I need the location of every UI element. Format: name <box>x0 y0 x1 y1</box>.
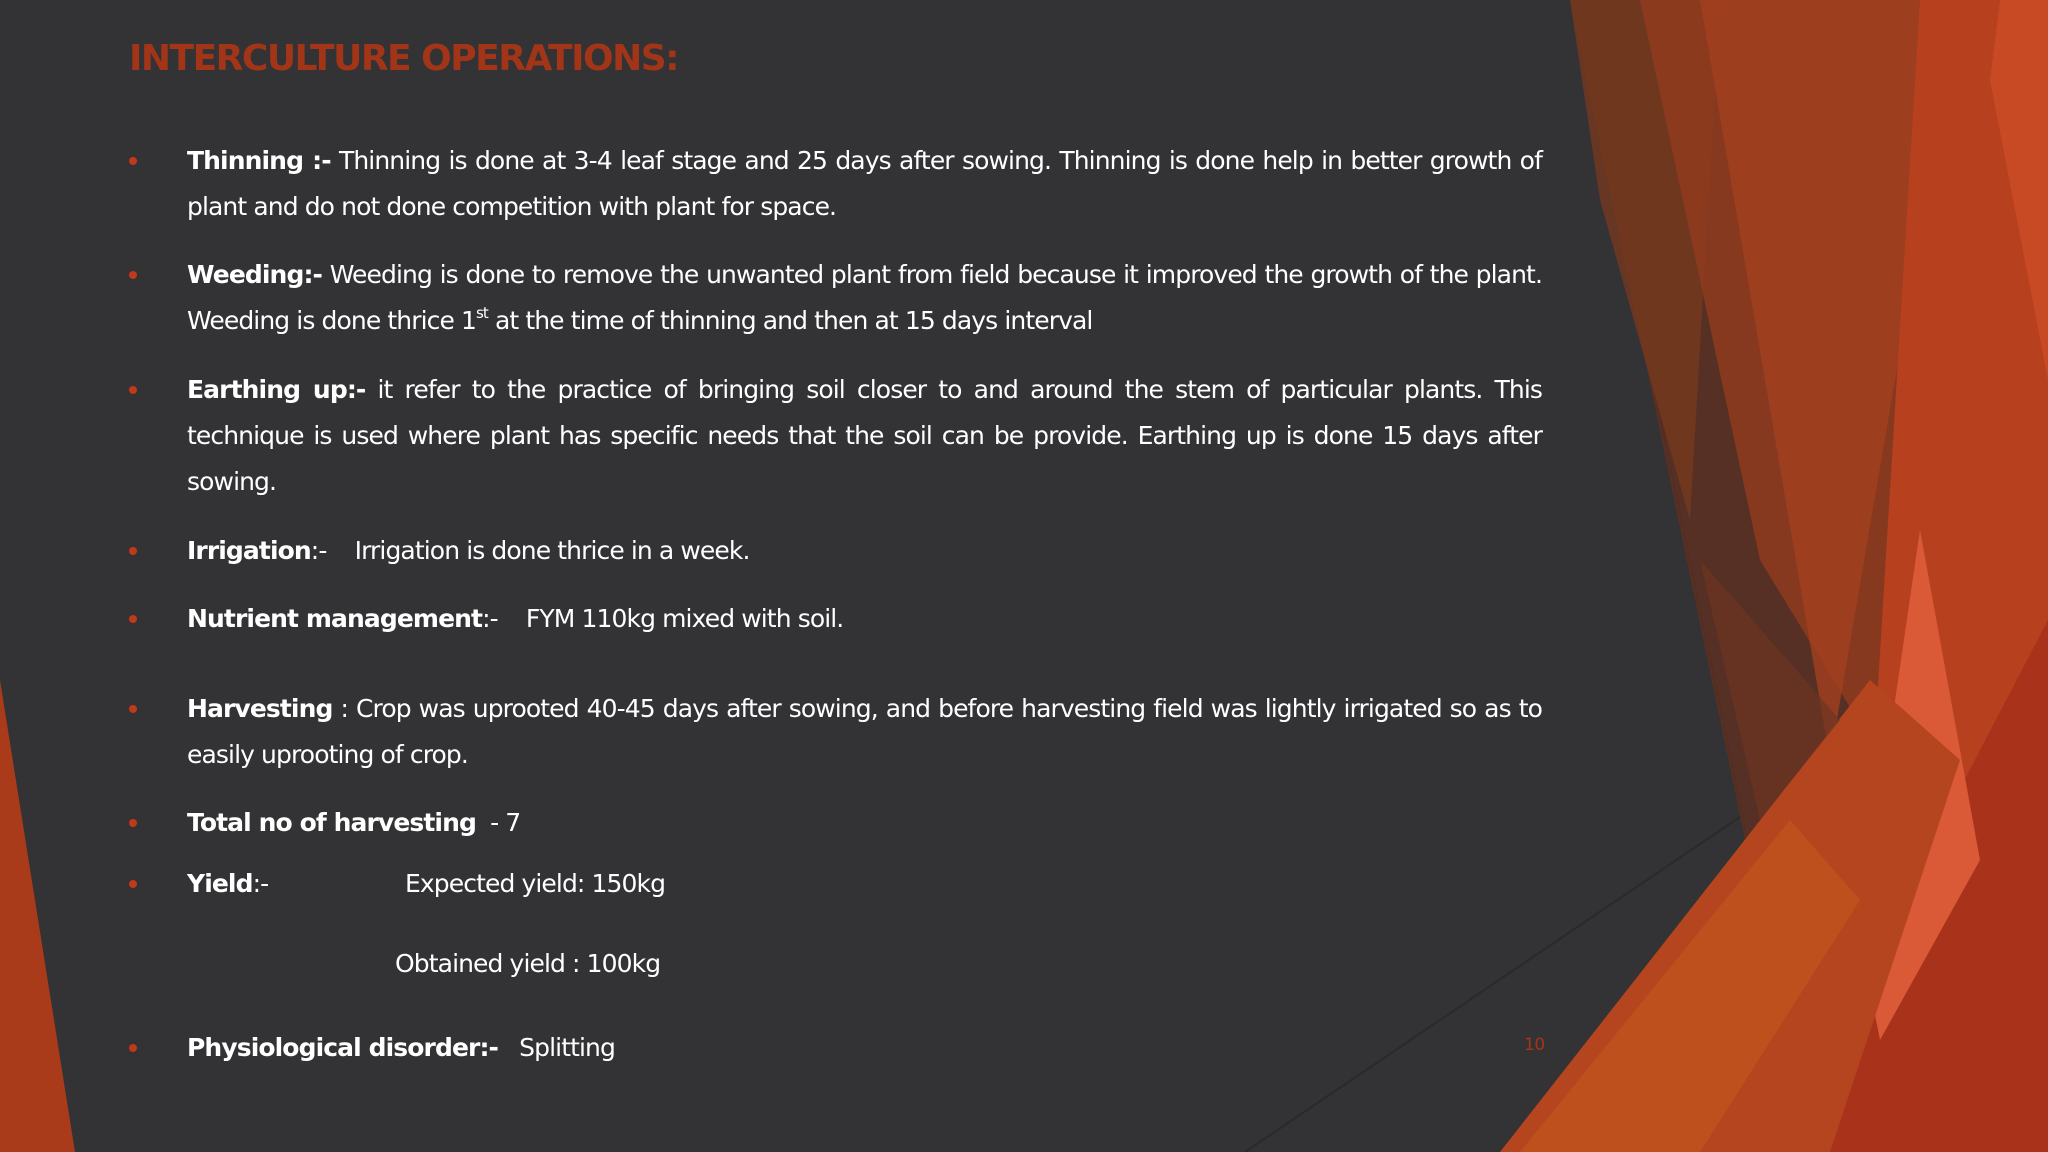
list-item-weeding <box>187 252 1542 344</box>
item-text: :- <box>252 869 269 898</box>
item-text: - 7 <box>475 808 521 837</box>
item-label: Nutrient management <box>187 604 483 633</box>
bullet-icon <box>129 271 137 279</box>
item-label: Physiological disorder:- <box>187 1033 499 1062</box>
bullet-icon <box>129 705 137 713</box>
item-superscript: st <box>476 304 488 322</box>
item-text: at the time of thinning and then at 15 days interval <box>487 306 1093 335</box>
item-text: Splitting <box>498 1033 615 1062</box>
bullet-icon <box>129 386 137 394</box>
item-label: Earthing up:- <box>187 375 366 404</box>
bullet-icon <box>129 157 137 165</box>
bullet-icon <box>129 615 137 623</box>
obtained-yield: Obtained yield : 100kg <box>395 949 661 978</box>
page-number: 10 <box>1524 1035 1545 1055</box>
list-item-thinning <box>187 138 1542 230</box>
item-label: Harvesting <box>187 694 333 723</box>
item-label: Total no of harvesting <box>187 808 476 837</box>
item-label: Weeding:- <box>187 260 323 289</box>
item-text: :- Irrigation is done thrice in a week. <box>310 536 750 565</box>
bullet-icon <box>129 547 137 555</box>
item-text: : Crop was uprooted 40-45 days after sowing, and before harvesting field was lightly irrigated so as to easily uprooting of crop. <box>187 694 1542 769</box>
list-item-total-harvesting <box>187 800 1542 846</box>
list-item-physiological-disorder <box>187 1025 1542 1071</box>
slide-title: INTERCULTURE OPERATIONS: <box>129 38 679 79</box>
bullet-icon <box>129 1044 137 1052</box>
list-item-harvesting <box>187 686 1542 778</box>
item-label: Thinning :- <box>187 146 331 175</box>
list-item-irrigation <box>187 528 1542 574</box>
expected-yield: Expected yield: 150kg <box>405 869 666 898</box>
item-label: Yield <box>187 869 253 898</box>
bullet-icon <box>129 880 137 888</box>
item-text: Weeding is done to remove the unwanted plant from field because it improved the growth of the plant. Weeding is done thrice 1 <box>187 260 1542 335</box>
item-text: :- FYM 110kg mixed with soil. <box>482 604 844 633</box>
bullet-icon <box>129 819 137 827</box>
list-item-earthing-up <box>187 367 1542 505</box>
list-item-yield <box>187 861 1542 907</box>
list-item-nutrient-management <box>187 596 1542 642</box>
item-text: it refer to the practice of bringing soil closer to and around the stem of particular plants. This technique is used where plant has specific needs that the soil can be provide. Earthing up is done 15 days after sowing. <box>187 375 1543 496</box>
item-text: Thinning is done at 3-4 leaf stage and 25 days after sowing. Thinning is done help in better growth of plant and do not done competition with plant for space. <box>187 146 1542 221</box>
item-label: Irrigation <box>187 536 311 565</box>
